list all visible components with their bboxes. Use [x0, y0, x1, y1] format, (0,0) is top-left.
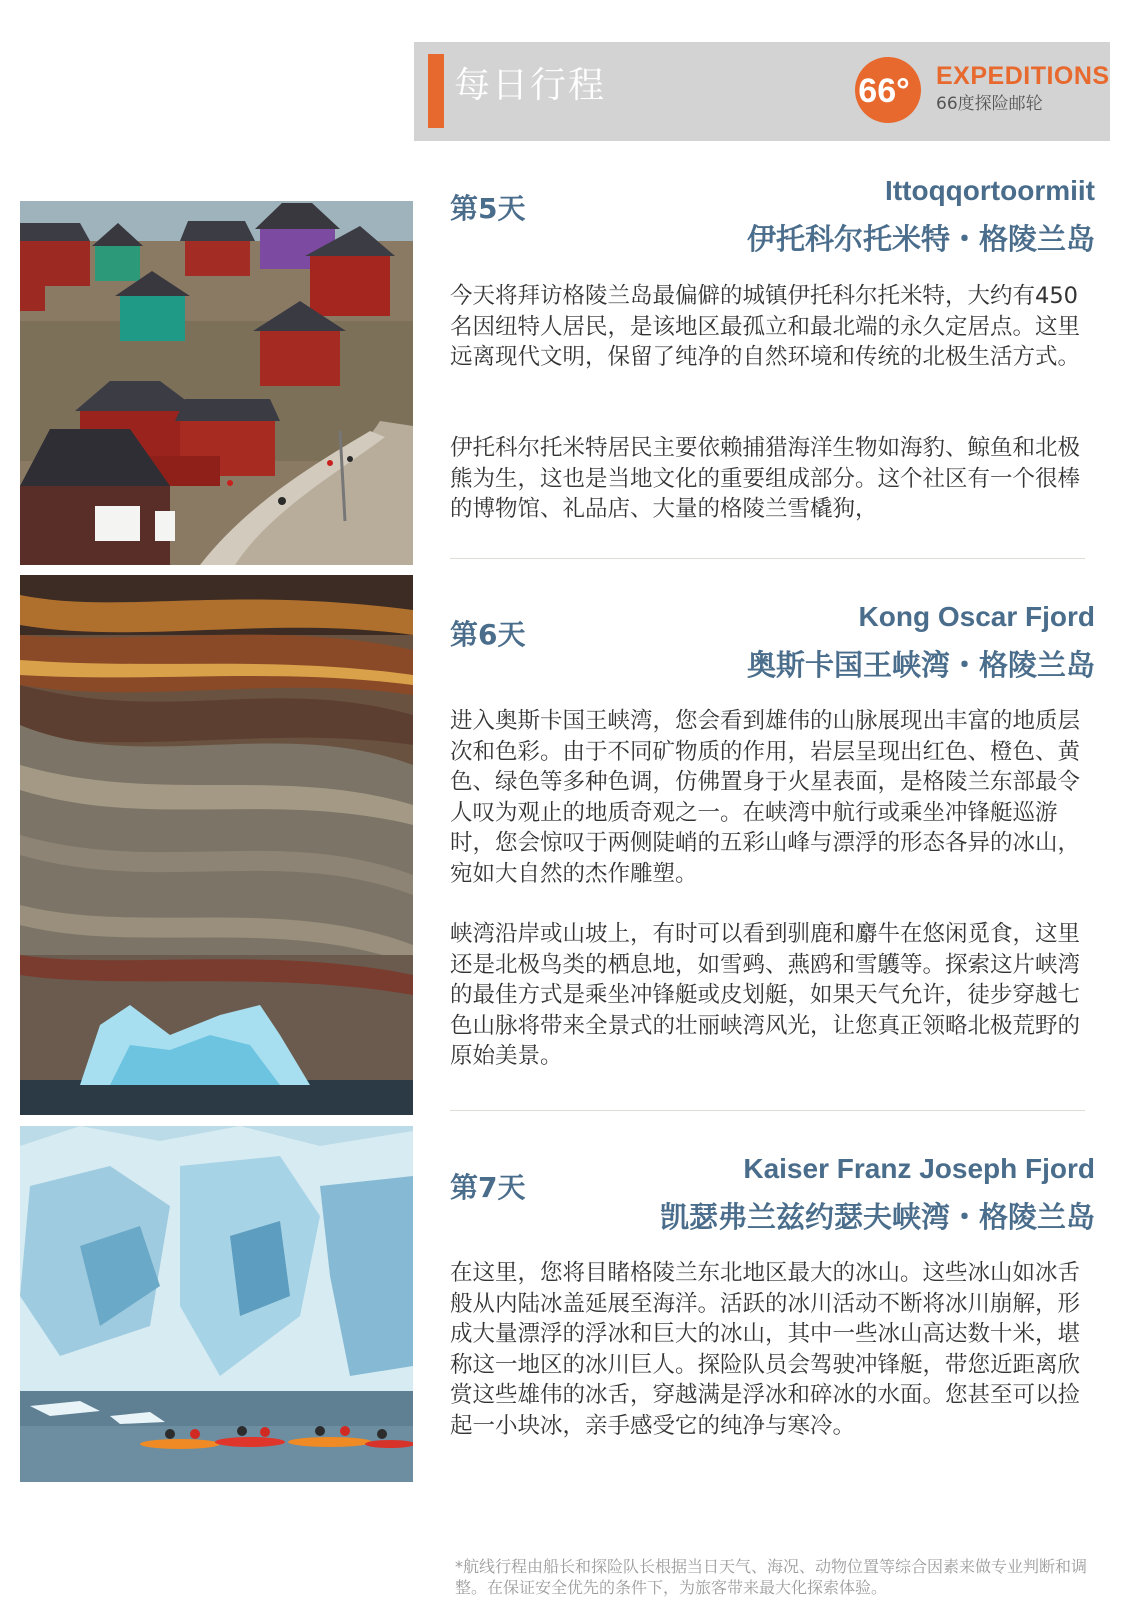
page-title: 每日行程: [454, 65, 607, 106]
day5-section: [440, 175, 1095, 522]
footnote-disclaimer: *航线行程由船长和探险队长根据当日天气、海况、动物位置等综合因素来做专业判断和调整。在保证安全优先的条件下，为旅客带来最大化探索体验。: [455, 1557, 1088, 1597]
day6-section: [440, 601, 1095, 1075]
day5-paragraph-2: 伊托科尔托米特居民主要依赖捕猎海洋生物如海豹、鲸鱼和北极熊为生，这也是当地文化的重要组成部分。这个社区有一个很棒的博物馆、礼品店、大量的格陵兰雪橇狗，: [450, 435, 1081, 522]
day6-paragraph-2: 峡湾沿岸或山坡上，有时可以看到驯鹿和麝牛在悠闲觅食，这里还是北极鸟类的栖息地，如雪鹀、燕鸥和雪鸌等。探索这片峡湾的最佳方式是乘坐冲锋艇或皮划艇，如果天气允许，徒步穿越七色山脉将带来全景式的壮丽峡湾风光，让您真正领略北极荒野的原始美景。: [450, 921, 1081, 1069]
divider: [450, 1110, 1085, 1111]
day7-photo: [20, 1126, 413, 1482]
day7-place-cn: 凯瑟弗兰兹约瑟夫峡湾・格陵兰岛: [659, 1200, 1095, 1234]
day6-paragraph-1: 进入奥斯卡国王峡湾，您会看到雄伟的山脉展现出丰富的地质层次和色彩。由于不同矿物质的作用，岩层呈现出红色、橙色、黄色、绿色等多种色调，仿佛置身于火星表面，是格陵兰东部最令人叹为观止的地质奇观之一。在峡湾中航行或乘坐冲锋艇巡游时，您会惊叹于两侧陡峭的五彩山峰与漂浮的形态各异的冰山，宛如大自然的杰作雕塑。: [450, 708, 1081, 887]
brand-name: EXPEDITIONS: [936, 62, 1110, 90]
header-accent-bar: [428, 54, 444, 128]
day6-photo: [20, 575, 413, 1115]
day5-label: 第5天: [450, 192, 526, 225]
glacier-kayaks-image: [20, 1126, 413, 1482]
header-banner: [414, 42, 1110, 141]
day5-place-en: Ittoqqortoormiit: [885, 175, 1095, 206]
day5-paragraph-1: 今天将拜访格陵兰岛最偏僻的城镇伊托科尔托米特，大约有450名因纽特人居民，是该地区最孤立和最北端的永久定居点。这里远离现代文明，保留了纯净的自然环境和传统的北极生活方式。: [450, 283, 1081, 370]
day5-place-cn: 伊托科尔托米特・格陵兰岛: [746, 222, 1095, 256]
day5-photo: [20, 201, 413, 565]
brand-subtitle: 66度探险邮轮: [936, 94, 1043, 114]
day6-place-cn: 奥斯卡国王峡湾・格陵兰岛: [746, 648, 1095, 682]
brand-logo-icon: [854, 56, 922, 124]
day7-label: 第7天: [450, 1171, 526, 1204]
fjord-cliffs-image: [20, 575, 413, 1115]
day7-section: [440, 1153, 1095, 1488]
day7-place-en: Kaiser Franz Joseph Fjord: [743, 1153, 1095, 1184]
divider: [450, 558, 1085, 559]
village-houses-image: [20, 201, 413, 565]
day7-paragraph-1: 在这里，您将目睹格陵兰东北地区最大的冰山。这些冰山如冰舌般从内陆冰盖延展至海洋。活跃的冰川活动不断将冰川崩解，形成大量漂浮的浮冰和巨大的冰山，其中一些冰山高达数十米，堪称这一地区的冰川巨人。探险队员会驾驶冲锋艇，带您近距离欣赏这些雄伟的冰舌，穿越满是浮冰和碎冰的水面。您甚至可以捡起一小块冰，亲手感受它的纯净与寒冷。: [450, 1260, 1081, 1439]
logo-mark-text: 66°: [858, 72, 910, 110]
day6-place-en: Kong Oscar Fjord: [858, 601, 1095, 632]
day6-label: 第6天: [450, 618, 526, 651]
